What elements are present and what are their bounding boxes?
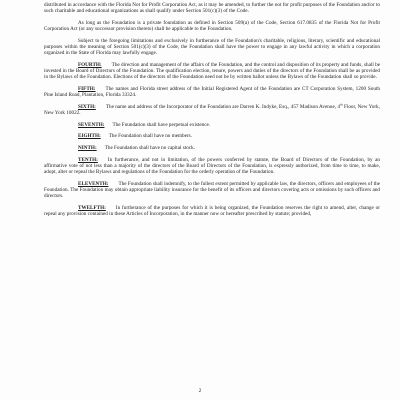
article-label: FIFTH: xyxy=(78,86,96,93)
article-label: EIGHTH: xyxy=(78,133,101,140)
article-label: NINTH: xyxy=(78,145,97,152)
page-number: 2 xyxy=(198,388,202,394)
article-text: The name and address of the Incorporator of the Foundation are Darren K. Indyke, Esq., 457 Madison Avenue, 4 xyxy=(105,103,340,110)
ordinal-suffix: th xyxy=(339,102,343,107)
article-label: FOURTH: xyxy=(78,61,102,68)
article-tenth xyxy=(44,157,380,176)
article-fifth xyxy=(44,86,380,99)
article-fourth xyxy=(44,62,380,81)
article-text: The Foundation shall indemnify, to the fullest extent permitted by applicable law, the directors, officers and employees of the Foundation. The Foundation may obtain appropriate liability insurance for the benefit of its officers and directors covering acts or omissions by such officers and directors. xyxy=(44,180,380,200)
article-twelfth xyxy=(44,205,380,218)
article-label: SEVENTH: xyxy=(78,121,105,128)
private-foundation-paragraph: As long as the Foundation is a private foundation as defined in Section 509(a) of the Code, Section 617.0835 of the Florida Not for Profit Corporation Act (or any successor provision thereto) shall be applicable to the Foundation. xyxy=(44,19,380,33)
article-label: ELEVENTH: xyxy=(78,180,109,187)
article-text: The Foundation shall have no capital stock. xyxy=(104,145,196,152)
document-body xyxy=(44,2,380,218)
article-label: TWELFTH: xyxy=(78,205,106,212)
article-label: TENTH: xyxy=(78,156,98,163)
article-text: In furtherance of the purposes for which it is being organized, the Foundation reserves the right to amend, alter, change or repeal any provision contained in these Articles of Incorporation, in the manner now or hereafter prescribed by statute; provided, xyxy=(44,205,380,218)
article-text: The Foundation shall have no members. xyxy=(108,133,192,140)
purposes-paragraph: Subject to the foregoing limitations and exclusively in furtherance of the Foundation's charitable, religious, literary, scientific and educational purposes within the meaning of Section 501(c)(3) of the Code, the Foundation shall have the power to engage in any lawful activity in which a corporation organized in the State of Florida may lawfully engage. xyxy=(44,37,380,57)
article-text: The Foundation shall have perpetual existence. xyxy=(112,121,211,128)
article-text: In furtherance, and not in limitation, of the powers conferred by statute, the Board of Directors of the Foundation, by an affirmative vote of not less than a majority of the directors of the Board of Directors of the Foundation, is expressly authorized, from time to time, to make, adopt, alter or repeal the Bylaws and regulations of the Foundation for the orderly operation of the Foundation. xyxy=(44,156,380,176)
article-eleventh xyxy=(44,181,380,200)
article-text: The names and Florida street address of the Initial Registered Agent of the Foundation are CT Corporation System, 1200 South Pine Island Road, Plantation, Florida 33324. xyxy=(44,86,380,99)
article-label: SIXTH: xyxy=(78,103,96,110)
article-text-continued: Floor, New York, New York 10022. xyxy=(44,103,380,117)
article-text: The direction and management of the affairs of the Foundation, and the control and disposition of its property and funds, shall be invested in the Board of Directors of the Foundation. The qualification election, tenure, powers and duties of the directors of the Foundation shall be as provided in the Bylaws of the Foundation. Elections of the directors of the Foundation need not be by written ballot unless the Bylaws of the Foundation shall so provide. xyxy=(44,61,380,81)
article-sixth xyxy=(44,104,380,117)
intro-paragraph: distributed in accordance with the Florida Not for Profit Corporation Act, as it may be amended, to further the not for profit purposes of the Foundation and/or to such charitable and educational organizations as shall qualify under Section 501(c)(3) of the Code. xyxy=(44,2,380,15)
